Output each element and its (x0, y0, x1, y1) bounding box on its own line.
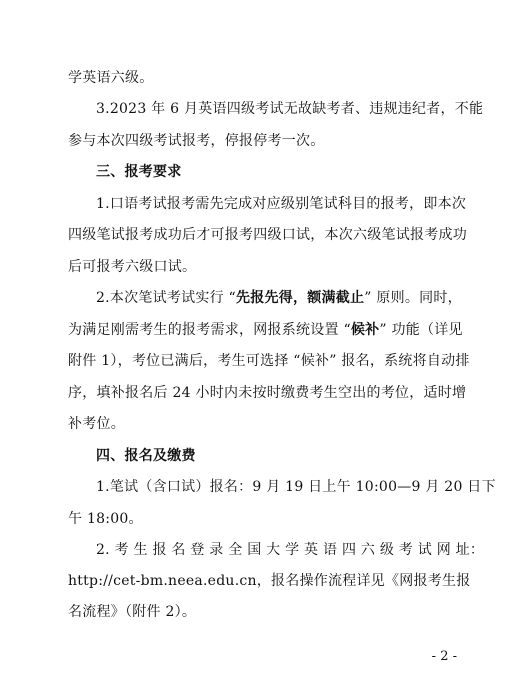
text-line: 后可报考六级口试。 (68, 259, 197, 275)
text-line: 1.笔试（含口试）报名：9 月 19 日上午 10:00—9 月 20 日下 (96, 479, 496, 495)
text-line: 2. 考 生 报 名 登 录 全 国 大 学 英 语 四 六 级 考 试 网 址： (96, 542, 485, 558)
text-line: 名流程》（附件 2）。 (68, 604, 197, 620)
section-heading: 四、报名及缴费 (96, 448, 196, 464)
emphasis-text: 先报先得，额满截止 (235, 290, 365, 306)
text-line: 学英语六级。 (68, 70, 154, 86)
text-line: http://cet-bm.neea.edu.cn，报名操作流程详见《网报考生报 (68, 573, 471, 589)
text-line: 补考位。 (68, 416, 125, 432)
section-heading: 三、报考要求 (96, 164, 182, 180)
text-line: 附件 1），考位已满后，考生可选择 “候补” 报名，系统将自动排 (68, 353, 470, 369)
text-line: 四级笔试报考成功后才可报考四级口试，本次六级笔试报考成功 (68, 227, 467, 243)
emphasis-text: 候补 (350, 322, 380, 338)
page-number: - 2 - (431, 649, 457, 664)
text-line: 序，填补报名后 24 小时内未按时缴费考生空出的考位，适时增 (68, 385, 467, 401)
text-line: 1.口语考试报考需先完成对应级别笔试科目的报考，即本次 (96, 196, 467, 212)
text-line: 午 18:00。 (68, 511, 143, 527)
text-line: 3.2023 年 6 月英语四级考试无故缺考者、违规违纪者，不能 (96, 101, 484, 117)
text-line: 2.本次笔试考试实行 “先报先得，额满截止” 原则。同时， (96, 290, 462, 306)
text-line: 为满足刚需考生的报考需求，网报系统设置 “候补” 功能（详见 (68, 322, 463, 338)
text-line: 参与本次四级考试报考，停报停考一次。 (68, 133, 325, 149)
